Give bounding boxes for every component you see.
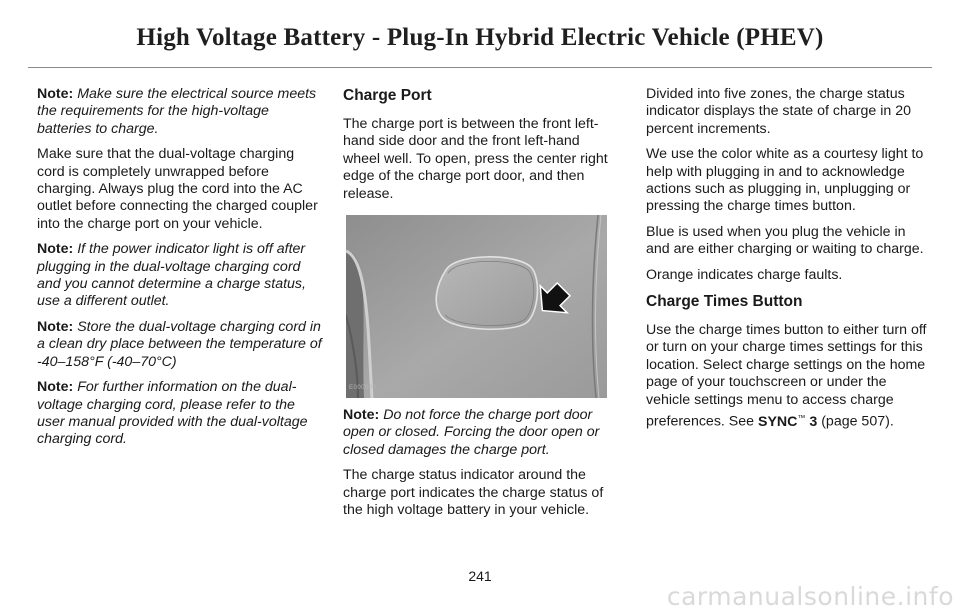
note-text: Make sure the electrical source meets the requirements for the high-voltage batteries to charge. [37,86,317,137]
trademark-symbol: ™ [797,413,806,423]
page-reference: (page 507). [817,413,894,430]
charge-times-heading: Charge Times Button [646,293,803,311]
sync-version: 3 [805,413,818,430]
note-text: Store the dual-voltage charging cord in a clean dry place between the temperature of -40–158°F (-40–70°C) [37,318,322,370]
charge-times-text: Use the charge times button to either turn off or turn on your charge times settings for this location. Select charge settings on the home page of your touchscreen or under the vehicle settings menu to access charge preferences. See [646,322,927,430]
paragraph-orange-faults: Orange indicates charge faults. [646,266,843,283]
paragraph-five-zones: Divided into five zones, the charge status indicator displays the state of charge in 20 percent increments. [646,86,911,137]
page-title: High Voltage Battery - Plug-In Hybrid Electric Vehicle (PHEV) [136,24,824,51]
page-number: 241 [468,568,492,584]
paragraph-unwrap-cord: Make sure that the dual-voltage charging cord is completely unwrapped before charging. Always plug the cord into the AC outlet before connecting the charged coupler into the charge port on your vehicle. [37,146,318,232]
note-label: Note: [37,379,74,396]
note-do-not-force [343,407,620,459]
note-text: For further information on the dual-voltage charging cord, please refer to the user manual provided with the dual-voltage charging cord. [37,379,308,448]
note-electrical-source [37,86,322,138]
note-label: Note: [343,407,380,424]
paragraph-charge-status-indicator: The charge status indicator around the charge port indicates the charge status of the high voltage battery in your vehicle. [343,467,604,519]
charge-port-figure [346,215,607,398]
paragraph-charge-times-button [646,322,928,431]
note-label: Note: [37,241,74,258]
note-store-cord [37,319,322,371]
left-column [37,86,322,457]
paragraph-charge-port-location: The charge port is between the front left-hand side door and the front left-hand wheel well. To open, press the center right edge of the charge port door, and then release. [343,116,608,202]
charge-port-door [436,257,537,329]
paragraph-blue-charging: Blue is used when you plug the vehicle in and are either charging or waiting to charge. [646,223,924,258]
middle-column [343,86,620,527]
sync-label: SYNC [758,413,798,430]
sync-reference-link[interactable] [758,414,817,430]
note-text: Do not force the charge port door open or closed. Forcing the door open or closed damages the charge port. [343,407,600,458]
charge-port-illustration [346,215,607,398]
note-power-indicator [37,241,322,311]
charge-port-heading: Charge Port [343,87,432,104]
figure-code: E000000 [349,384,377,391]
right-column [646,86,928,439]
title-divider [28,67,932,68]
note-label: Note: [37,318,74,335]
note-label: Note: [37,86,74,102]
paragraph-white-courtesy-light: We use the color white as a courtesy light to help with plugging in and to acknowledge actions such as plugging in, unplugging or pressing the charge times button. [646,146,924,215]
watermark: carmanualsonline.info [666,582,954,611]
note-further-information [37,379,322,449]
note-text: If the power indicator light is off after plugging in the dual-voltage charging cord and you cannot determine a charge status, use a different outlet. [37,241,306,310]
